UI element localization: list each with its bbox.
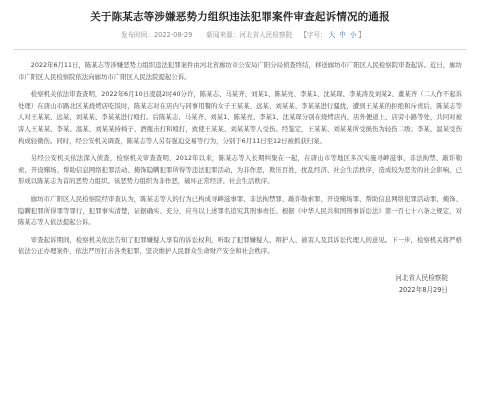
- news-source-label: 新闻来源：: [206, 31, 240, 39]
- font-size-label: 【字号：: [300, 31, 327, 39]
- divider: [14, 49, 466, 50]
- news-source-value: 河北省人民检察院: [239, 31, 293, 39]
- paragraph: 2022年6月11日，陈某志等涉嫌恶势力组织违法犯罪案件由河北省廊坊市公安局广阳分局侦查终结，移送廊坊市广阳区人民检察院审查起诉。近日，廊坊市广阳区人民检察院依法向廊坊市广阳区人民法院提起公诉。: [18, 61, 462, 81]
- font-size-medium-button[interactable]: 中: [339, 31, 346, 39]
- paragraph: 廊坊市广阳区人民检察院经审查认为，陈某志等人的行为已构成寻衅滋事罪、非法拘禁罪、敲诈勒索罪、开设赌场罪、帮助信息网络犯罪活动罪、掩饰、隐瞒犯罪所得罪等罪行，犯罪事实清楚，证据确实、充分，应当以上述罪名追究其刑事责任。根据《中华人民共和国刑事诉讼法》第一百七十六条之规定，对陈某志等人依法提起公诉。: [18, 194, 462, 227]
- article-body: [8, 60, 472, 296]
- news-source: [206, 31, 292, 39]
- page-title: 关于陈某志等涉嫌恶势力组织违法犯罪案件审查起诉情况的通报: [90, 11, 390, 23]
- paragraph: 审查起诉期间，检察机关依法告知了犯罪嫌疑人享有的诉讼权利，听取了犯罪嫌疑人、辩护人、被害人及其诉讼代理人的意见。下一步，检察机关将严格依法公正办理案件，依法严厉打击各类犯罪，坚决维护人民群众生命财产安全和社会秩序。: [18, 235, 462, 256]
- signature-date: 2022年8月29日: [398, 285, 448, 294]
- font-size-large-button[interactable]: 大: [328, 31, 336, 39]
- signature-org: 河北省人民检察院: [395, 273, 448, 282]
- font-size-controls: [300, 31, 365, 39]
- publish-time-label: 发布时间：: [121, 31, 154, 39]
- paragraph: 另经公安机关依法深入侦查，检察机关审查查明，2012年以来，陈某志等人长期纠集在一起，在唐山市等地区多次实施寻衅滋事、非法拘禁、敲诈勒索、开设赌场、帮助信息网络犯罪活动、掩饰隐瞒犯罪所得等违法犯罪活动，为非作恶，欺压百姓，扰乱经济、社会生活秩序，造成较为恶劣的社会影响，已形成以陈某志为首的恶势力组织。该恶势力组织为非作恶，破坏正常经济、社会生活秩序。: [18, 154, 462, 186]
- publish-time: [121, 31, 192, 39]
- paragraph: 检察机关依法审查查明，2022年6月10日凌晨2时40分许，陈某志、马某齐、刘某1、陈某亮、李某1、沈某琛、李某涛及刘某2、董某齐（二人作不起诉处理）在唐山市路北区某烧烤店吃饭时，陈某志对在店内与同事用餐的女子王某某、远某、刘某某、李某某进行骚扰，遭到王某某的拒绝和斥责后，陈某志等人对王某某、远某、刘某某、李某某进行殴打。后陈某志、马某齐、刘某1、陈某亮、李某1、沈某琛分别在烧烤店内、店外便道上、店旁小路等处，共同对被害人王某某、李某、温某、刘某某持椅子、酒瓶击打和殴打，致使王某某、刘某某等人受伤。经鉴定，王某某、刘某某所受损伤为轻伤二级；李某、温某受伤构成轻微伤。同时，经公安机关调查，陈某志等人另有强迫交易等行为，分别于6月11日至12日被抓获归案。: [18, 90, 462, 145]
- publish-time-value: 2022-08-29: [153, 31, 193, 39]
- font-size-small-button[interactable]: 小: [349, 31, 357, 39]
- article-meta: [8, 29, 472, 41]
- font-size-close-bracket: 】: [358, 31, 365, 39]
